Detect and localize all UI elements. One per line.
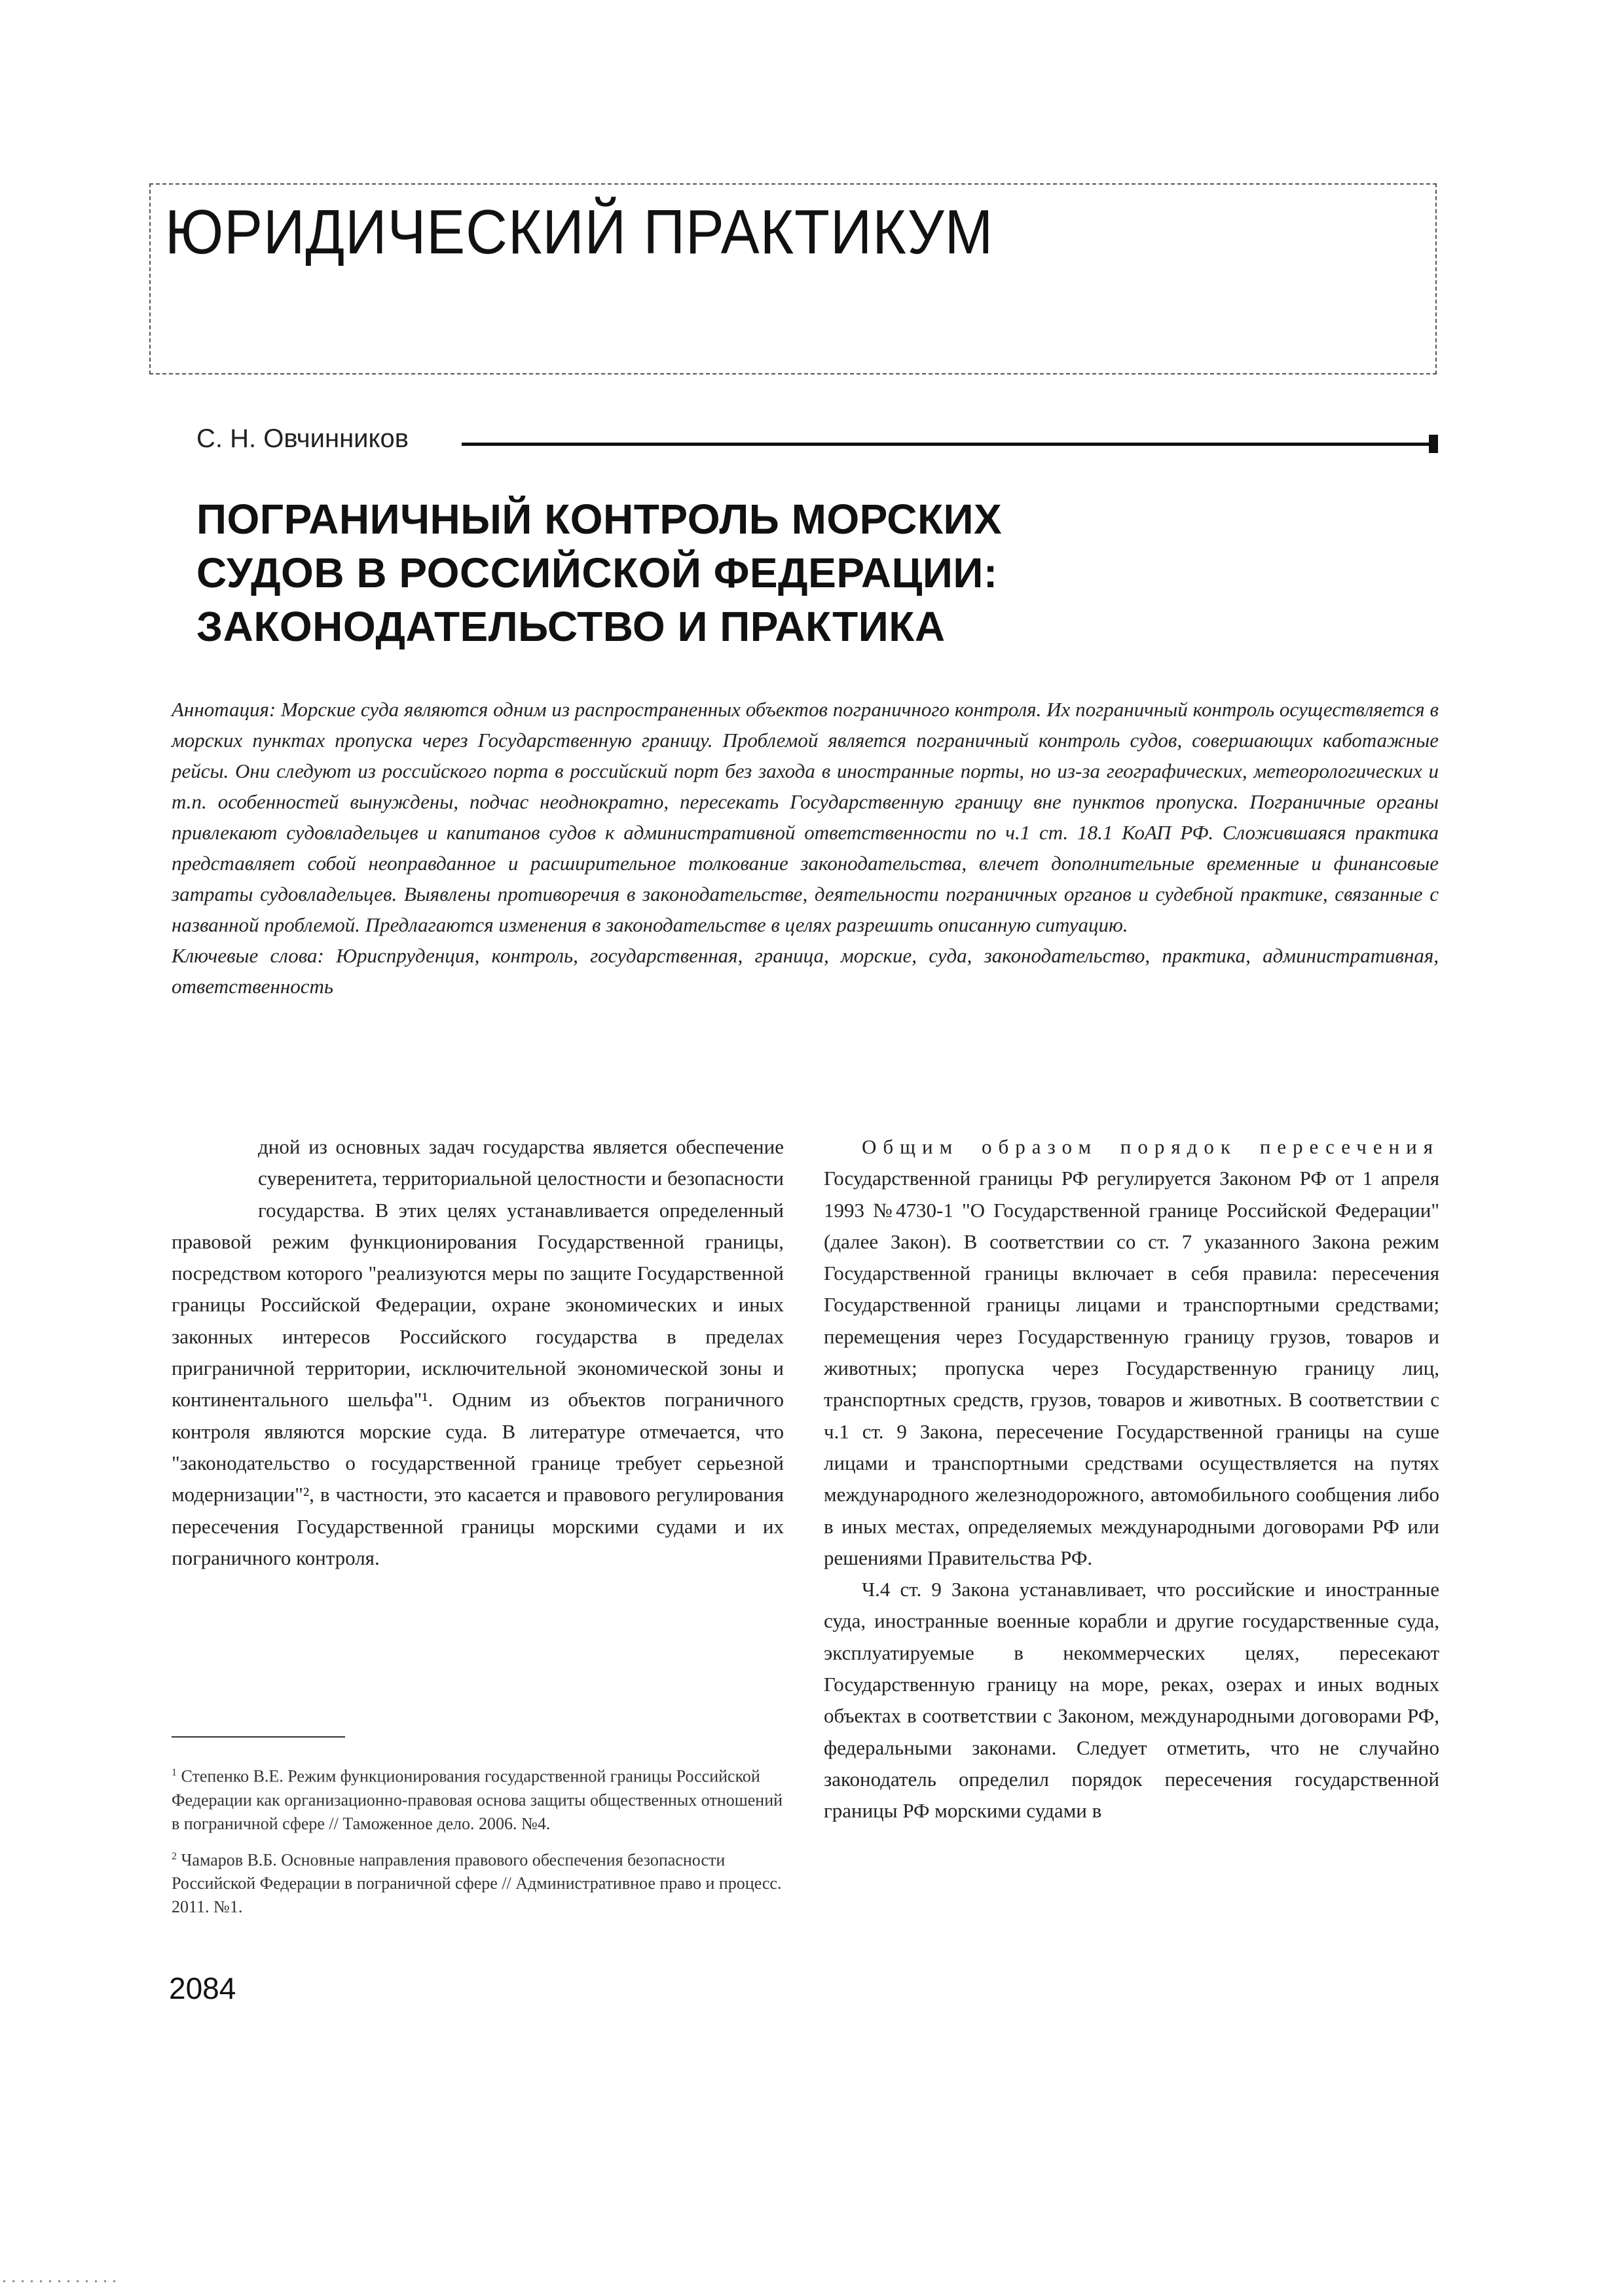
article-title xyxy=(196,492,1179,653)
footnote-text: Степенко В.Е. Режим функционирования государственной границы Российской Федерации как организационно-правовая основа защиты общественных отношений в пограничной сфере // Таможенное дело. 2006. №4. xyxy=(172,1766,783,1833)
body-paragraph: дной из основных задач государства является обеспечение суверенитета, территориальной целостности и безопасности государства. В этих целях устанавливается определенный правовой режим функционирования Государственной границы, посредством которого "реализуются меры по защите Государственной границы Российской Федерации, охране экономических и иных законных интересов Российского государства в пределах приграничной территории, исключительной экономической зоны и континентального шельфа"¹. Одним из объектов пограничного контроля являются морские суда. В литературе отмечается, что "законодательство о государственной границе требует серьезной модернизации"², в частности, это касается и правового регулирования пересечения Государственной границы морскими судами и их пограничного контроля. xyxy=(172,1135,784,1569)
footnote xyxy=(172,1761,784,1836)
body-column-right xyxy=(824,1131,1439,1827)
keywords: Ключевые слова: Юриспруденция, контроль, государственная, граница, морские, суда, законодательство, практика, административная, ответственность xyxy=(172,944,1439,998)
body-paragraph xyxy=(824,1131,1439,1574)
section-header-box xyxy=(149,183,1437,374)
paragraph-text: Государственной границы РФ регулируется Законом РФ от 1 апреля 1993 №4730-1 "О Государственной границе Российской Федерации" (далее Закон). В соответствии со ст. 7 указанного Закона режим Государственной границы включает в себя правила: пересечения Государственной границы лицами и транспортными средствами; перемещения через Государственную границу грузов, товаров и животных; пропуска через Государственную границу лиц, транспортных средств, грузов, товаров и животных. В соответствии с ч.1 ст. 9 Закона, пересечение Государственной границы на суше лицами и транспортными средствами осуществляется на путях международного железнодорожного, автомобильного сообщения либо в иных местах, определяемых международными договорами РФ или решениями Правительства РФ. xyxy=(824,1167,1439,1569)
missing-dropcap-space xyxy=(172,1131,258,1223)
body-paragraph xyxy=(824,1574,1439,1827)
body-column-left xyxy=(172,1131,784,1574)
footnote-marker: 1 xyxy=(172,1767,177,1778)
scan-artifact xyxy=(3,2280,121,2282)
footnote-marker: 2 xyxy=(172,1850,177,1862)
section-title: ЮРИДИЧЕСКИЙ ПРАКТИКУМ xyxy=(165,197,994,267)
author-rule-end-mark xyxy=(1429,435,1438,453)
abstract xyxy=(172,694,1439,1002)
footnote xyxy=(172,1845,784,1920)
article-title-line: ПОГРАНИЧНЫЙ КОНТРОЛЬ МОРСКИХ xyxy=(196,496,1003,543)
paragraph-text: Ч.4 ст. 9 Закона устанавливает, что российские и иностранные суда, иностранные военные корабли и другие государственные суда, эксплуатируемые в некоммерческих целях, пересекают Государственную границу на море, реках, озерах и иных водных объектах в соответствии с Законом, международными договорами РФ, федеральными законами. Следует отметить, что не случайно законодатель определил порядок пересечения государственной границы РФ морскими судами в xyxy=(824,1578,1439,1823)
author-name: С. Н. Овчинников xyxy=(196,424,409,453)
footnote-separator xyxy=(172,1736,345,1738)
footnotes xyxy=(172,1761,784,1928)
paragraph-lead-spaced: Общим образом порядок пересечения xyxy=(862,1135,1439,1158)
article-title-line: СУДОВ В РОССИЙСКОЙ ФЕДЕРАЦИИ: xyxy=(196,549,998,596)
page-number: 2084 xyxy=(169,1971,236,2005)
author-rule-divider xyxy=(462,443,1431,446)
article-title-line: ЗАКОНОДАТЕЛЬСТВО И ПРАКТИКА xyxy=(196,603,946,650)
abstract-text: Аннотация: Морские суда являются одним из распространенных объектов пограничного контроля. Их пограничный контроль осуществляется в морских пунктах пропуска через Государственную границу. Проблемой является пограничный контроль судов, совершающих каботажные рейсы. Они следуют из российского порта в российский порт без захода в иностранные порты, но из-за географических, метеорологических и т.п. особенностей вынуждены, подчас неоднократно, пересекать Государственную границу вне пунктов пропуска. Пограничные органы привлекают судовладельцев и капитанов судов к административной ответственности по ч.1 ст. 18.1 КоАП РФ. Сложившаяся практика представляет собой неоправданное и расширительное толкование законодательства, влечет дополнительные временные и финансовые затраты судовладельцев. Выявлены противоречия в законодательстве, деятельности пограничных органов и судебной практике, связанные с названной проблемой. Предлагаются изменения в законодательстве в целях разрешить описанную ситуацию. xyxy=(172,698,1439,936)
footnote-text: Чамаров В.Б. Основные направления правового обеспечения безопасности Российской Федерации в пограничной сфере // Административное право и процесс. 2011. №1. xyxy=(172,1850,782,1917)
